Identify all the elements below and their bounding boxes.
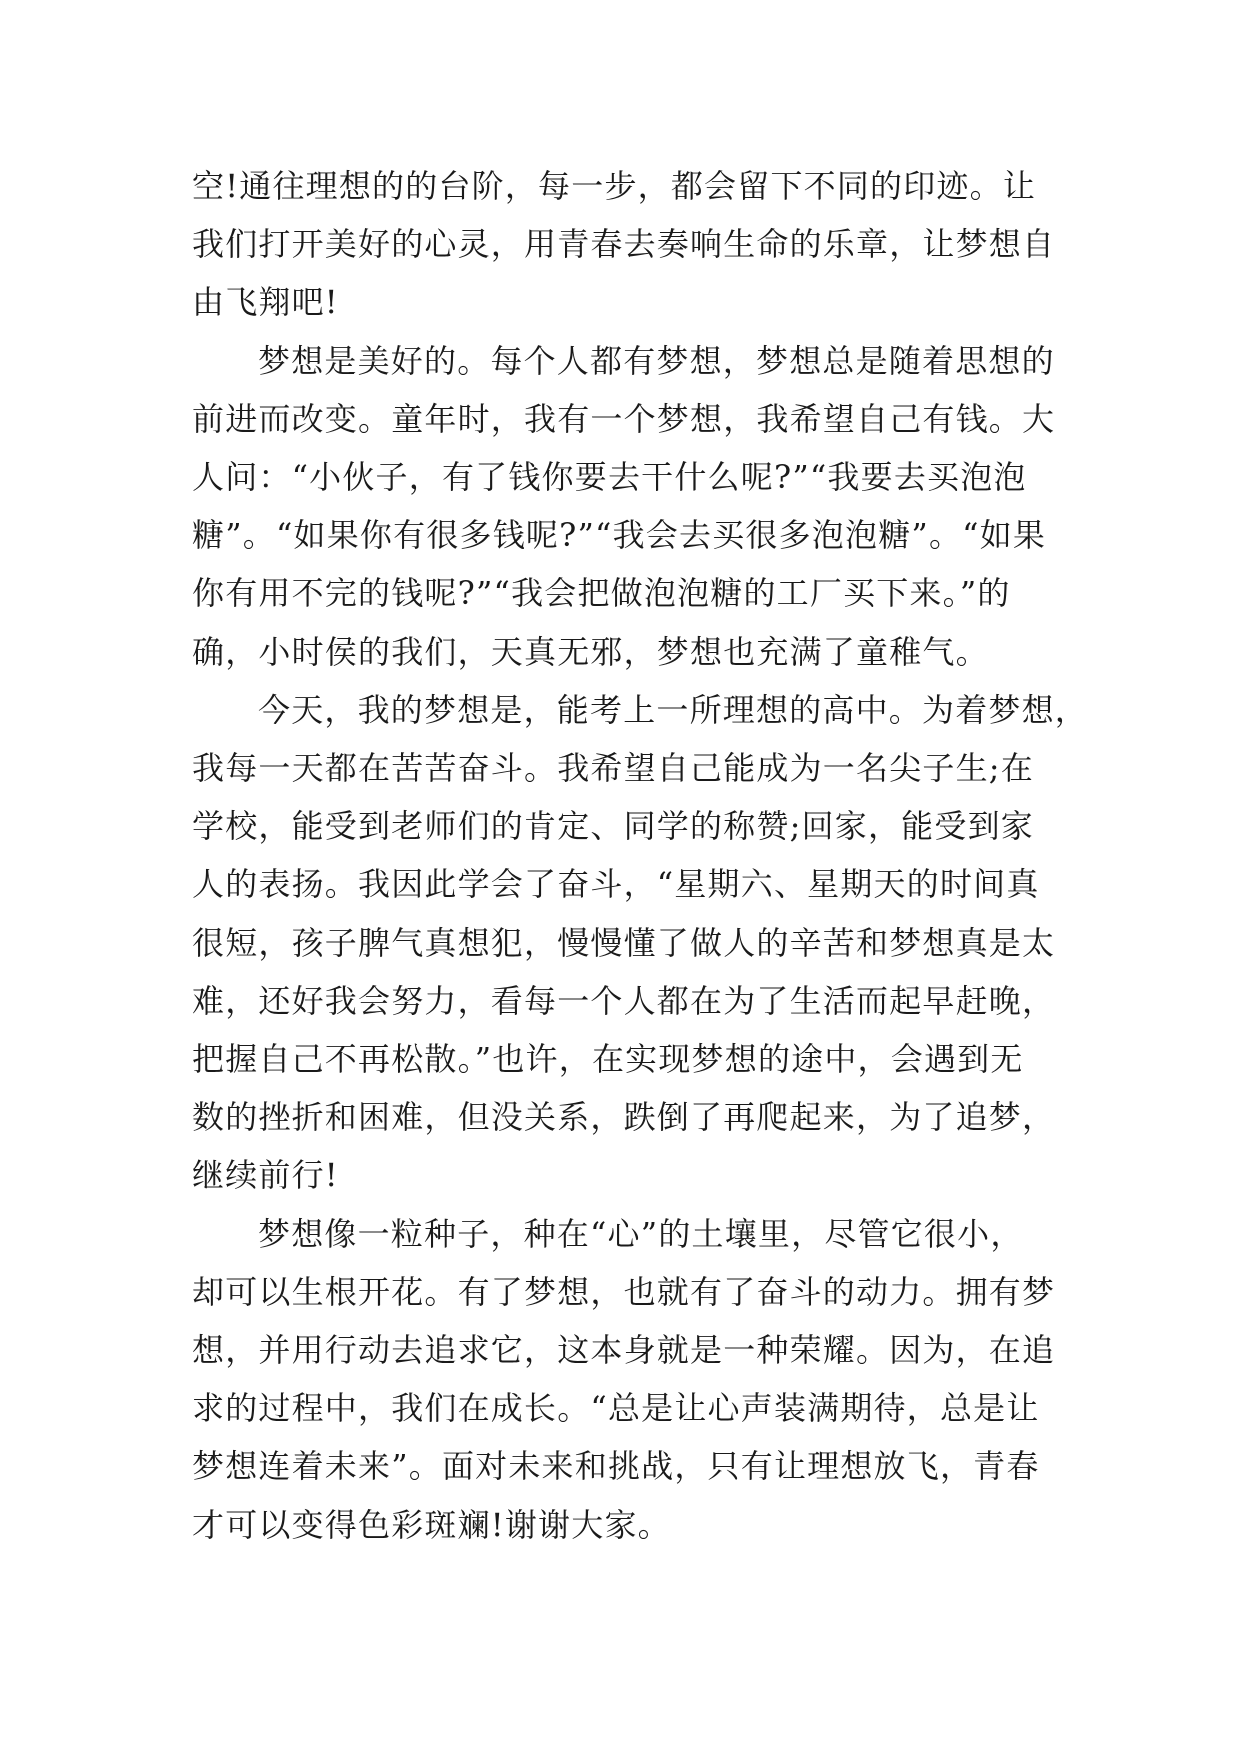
text-line: 继续前行! xyxy=(192,1156,339,1195)
text-line: 想，并用行动去追求它，这本身就是一种荣耀。因为，在追 xyxy=(192,1331,1056,1370)
text-line: 确，小时侯的我们，天真无邪，梦想也充满了童稚气。 xyxy=(192,632,989,671)
text-line: 梦想连着未来”。面对未来和挑战，只有让理想放飞，青春 xyxy=(192,1447,1040,1486)
body-text xyxy=(192,157,1089,1554)
text-line: 很短，孩子脾气真想犯，慢慢懂了做人的辛苦和梦想真是太 xyxy=(192,923,1056,962)
paragraph-first-line: 梦想是美好的。每个人都有梦想，梦想总是随着思想的 xyxy=(258,341,1055,380)
text-line: 难，还好我会努力，看每一个人都在为了生活而起早赶晚， xyxy=(192,981,1056,1020)
text-line: 糖”。“如果你有很多钱呢?”“我会去买很多泡泡糖”。“如果 xyxy=(192,516,1047,555)
text-line: 学校，能受到老师们的肯定、同学的称赞;回家，能受到家 xyxy=(192,807,1034,846)
text-line: 由飞翔吧! xyxy=(192,283,339,322)
text-line: 求的过程中，我们在成长。“总是让心声装满期待，总是让 xyxy=(192,1389,1040,1428)
text-line: 才可以变得色彩斑斓!谢谢大家。 xyxy=(192,1505,671,1544)
text-line: 空!通往理想的的台阶，每一步，都会留下不同的印迹。让 xyxy=(192,167,1037,205)
paragraph-first-line: 今天，我的梦想是，能考上一所理想的高中。为着梦想， xyxy=(258,690,1089,729)
text-line: 前进而改变。童年时，我有一个梦想，我希望自己有钱。大 xyxy=(192,399,1056,438)
text-line: 数的挫折和困难，但没关系，跌倒了再爬起来，为了追梦， xyxy=(192,1098,1056,1137)
text-line: 却可以生根开花。有了梦想，也就有了奋斗的动力。拥有梦 xyxy=(192,1272,1056,1311)
text-line: 人的表扬。我因此学会了奋斗，“星期六、星期天的时间真 xyxy=(192,865,1040,904)
text-line: 人问：“小伙子，有了钱你要去干什么呢?”“我要去买泡泡 xyxy=(192,458,1027,497)
text-line: 你有用不完的钱呢?”“我会把做泡泡糖的工厂买下来。”的 xyxy=(192,574,1011,613)
text-line: 把握自己不再松散。”也许，在实现梦想的途中，会遇到无 xyxy=(192,1040,1024,1079)
paragraph-first-line: 梦想像一粒种子，种在“心”的土壤里，尽管它很小， xyxy=(258,1214,1024,1253)
text-line: 我每一天都在苦苦奋斗。我希望自己能成为一名尖子生;在 xyxy=(192,749,1034,788)
text-line: 我们打开美好的心灵，用青春去奏响生命的乐章，让梦想自 xyxy=(192,225,1056,264)
